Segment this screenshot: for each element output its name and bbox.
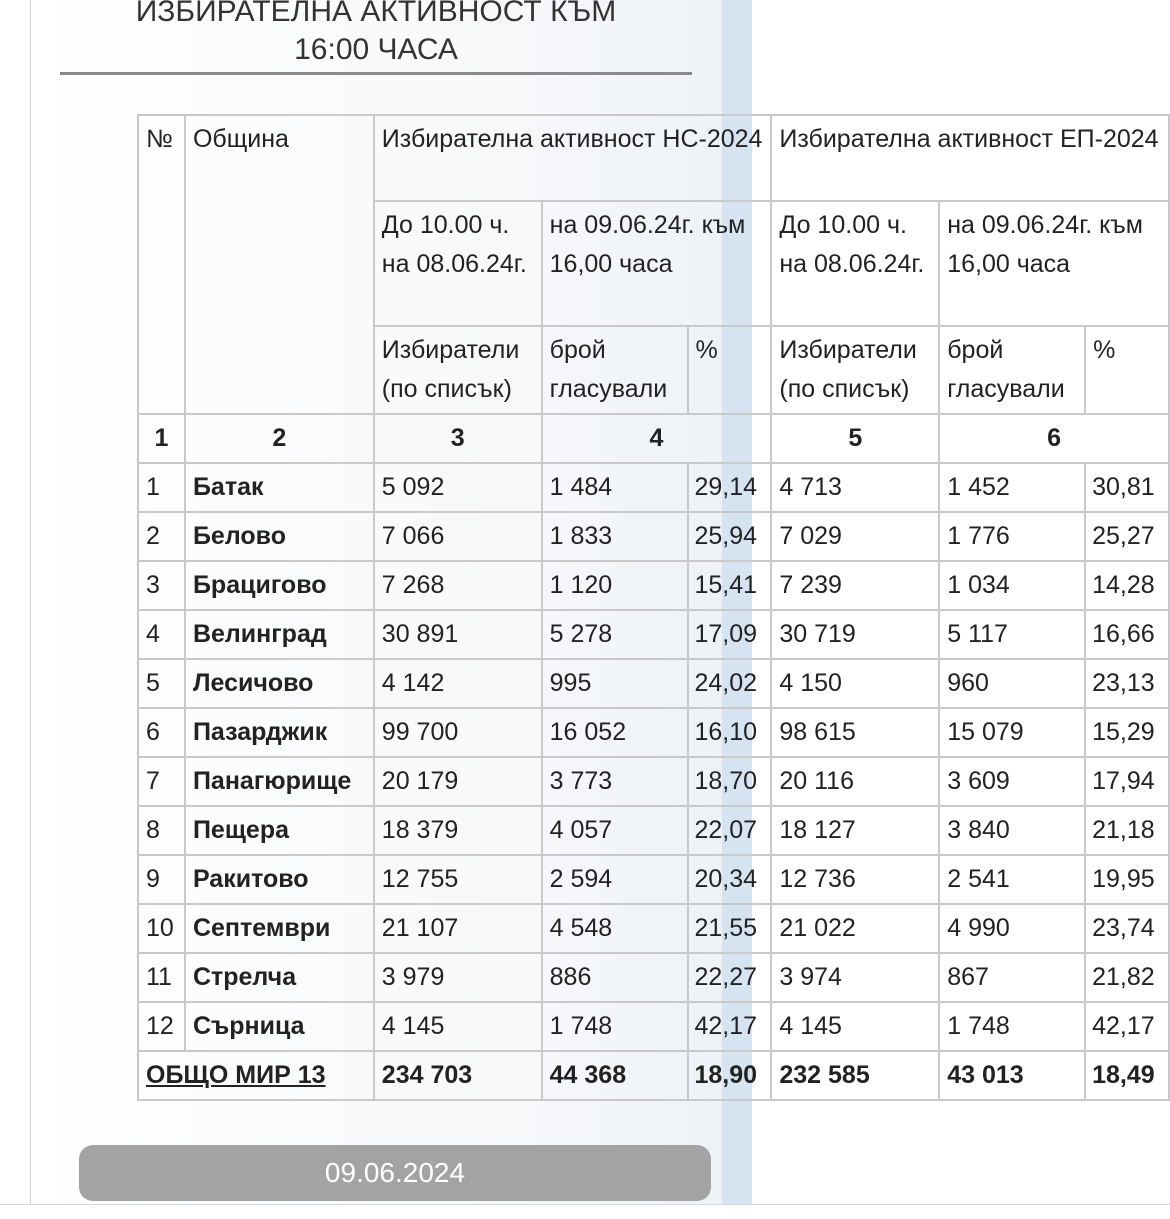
ns-pct: 22,07 <box>688 806 772 855</box>
ep-voted: 1 776 <box>939 512 1085 561</box>
colnum-1: 1 <box>138 414 185 463</box>
ns-pct: 20,34 <box>688 855 772 904</box>
header-ep-pct: % <box>1085 326 1169 414</box>
municipality-name: Белово <box>185 512 374 561</box>
municipality-name: Велинград <box>185 610 374 659</box>
ep-pct: 21,82 <box>1085 953 1169 1002</box>
table-row <box>138 953 1169 1002</box>
row-number: 3 <box>138 561 185 610</box>
table-row <box>138 904 1169 953</box>
ep-voters: 4 713 <box>771 463 939 512</box>
ns-voted: 1 120 <box>542 561 688 610</box>
ep-voted: 3 609 <box>939 757 1085 806</box>
row-number: 12 <box>138 1002 185 1051</box>
ns-pct: 21,55 <box>688 904 772 953</box>
ns-voters: 30 891 <box>374 610 542 659</box>
ns-voted: 1 484 <box>542 463 688 512</box>
municipality-name: Панагюрище <box>185 757 374 806</box>
total-ns-voted: 44 368 <box>542 1051 688 1100</box>
ns-voted: 1 833 <box>542 512 688 561</box>
ns-voters: 12 755 <box>374 855 542 904</box>
ns-pct: 29,14 <box>688 463 772 512</box>
table-row <box>138 659 1169 708</box>
ns-voters: 20 179 <box>374 757 542 806</box>
ns-pct: 15,41 <box>688 561 772 610</box>
page-bottom-edge <box>0 1204 1170 1219</box>
ep-voters: 4 145 <box>771 1002 939 1051</box>
ns-voters: 4 145 <box>374 1002 542 1051</box>
ep-voters: 7 029 <box>771 512 939 561</box>
ep-pct: 23,13 <box>1085 659 1169 708</box>
municipality-name: Пазарджик <box>185 708 374 757</box>
ep-pct: 14,28 <box>1085 561 1169 610</box>
ep-pct: 42,17 <box>1085 1002 1169 1051</box>
header-group-ep: Избирателна активност ЕП-2024 <box>771 115 1169 201</box>
header-group-ns: Избирателна активност НС-2024 <box>374 115 772 201</box>
ns-voted: 5 278 <box>542 610 688 659</box>
row-number: 11 <box>138 953 185 1002</box>
municipality-name: Брацигово <box>185 561 374 610</box>
colnum-5: 5 <box>771 414 939 463</box>
municipality-name: Сърница <box>185 1002 374 1051</box>
header-ns-voted: брой гласували <box>542 326 688 414</box>
header-num: № <box>138 115 185 414</box>
table-row <box>138 1002 1169 1051</box>
total-ep-pct: 18,49 <box>1085 1051 1169 1100</box>
row-number: 4 <box>138 610 185 659</box>
header-ns-voters: Избиратели (по списък) <box>374 326 542 414</box>
total-ep-voted: 43 013 <box>939 1051 1085 1100</box>
header-municipality: Община <box>185 115 374 414</box>
ns-voters: 99 700 <box>374 708 542 757</box>
municipality-name: Лесичово <box>185 659 374 708</box>
ep-voters: 7 239 <box>771 561 939 610</box>
ns-pct: 16,10 <box>688 708 772 757</box>
table-row <box>138 708 1169 757</box>
ep-voted: 1 748 <box>939 1002 1085 1051</box>
header-ep-sub-votes: на 09.06.24г. към 16,00 часа <box>939 201 1169 326</box>
ns-voters: 5 092 <box>374 463 542 512</box>
ns-voters: 7 066 <box>374 512 542 561</box>
colnum-3: 3 <box>374 414 542 463</box>
colnum-2: 2 <box>185 414 374 463</box>
ep-pct: 25,27 <box>1085 512 1169 561</box>
date-badge: 09.06.2024 <box>79 1145 711 1201</box>
ep-voted: 3 840 <box>939 806 1085 855</box>
ep-voters: 98 615 <box>771 708 939 757</box>
total-ep-voters: 232 585 <box>771 1051 939 1100</box>
ep-voters: 21 022 <box>771 904 939 953</box>
row-number: 9 <box>138 855 185 904</box>
ep-pct: 16,66 <box>1085 610 1169 659</box>
municipality-name: Пещера <box>185 806 374 855</box>
table-row <box>138 855 1169 904</box>
table-row <box>138 512 1169 561</box>
table-row <box>138 610 1169 659</box>
ep-pct: 23,74 <box>1085 904 1169 953</box>
ep-pct: 19,95 <box>1085 855 1169 904</box>
header-ns-sub-voters: До 10.00 ч. на 08.06.24г. <box>374 201 542 326</box>
row-number: 2 <box>138 512 185 561</box>
header-ns-sub-votes: на 09.06.24г. към 16,00 часа <box>542 201 772 326</box>
ns-voted: 3 773 <box>542 757 688 806</box>
ep-voted: 960 <box>939 659 1085 708</box>
row-number: 8 <box>138 806 185 855</box>
total-ns-voters: 234 703 <box>374 1051 542 1100</box>
ns-voters: 21 107 <box>374 904 542 953</box>
ns-pct: 18,70 <box>688 757 772 806</box>
ns-pct: 25,94 <box>688 512 772 561</box>
header-ep-sub-voters: До 10.00 ч. на 08.06.24г. <box>771 201 939 326</box>
turnout-table <box>137 114 1170 1101</box>
ns-pct: 17,09 <box>688 610 772 659</box>
ep-voters: 18 127 <box>771 806 939 855</box>
ep-voters: 3 974 <box>771 953 939 1002</box>
ns-voters: 4 142 <box>374 659 542 708</box>
ns-voters: 3 979 <box>374 953 542 1002</box>
ns-pct: 24,02 <box>688 659 772 708</box>
ep-voted: 2 541 <box>939 855 1085 904</box>
total-row <box>138 1051 1169 1100</box>
ns-pct: 42,17 <box>688 1002 772 1051</box>
title-line-1: ИЗБИРАТЕЛНА АКТИВНОСТ КЪМ <box>135 0 617 28</box>
ep-voters: 4 150 <box>771 659 939 708</box>
ep-voters: 20 116 <box>771 757 939 806</box>
header-ep-voters: Избиратели (по списък) <box>771 326 939 414</box>
header-ns-pct: % <box>688 326 772 414</box>
municipality-name: Септември <box>185 904 374 953</box>
ep-voted: 1 452 <box>939 463 1085 512</box>
ns-voted: 16 052 <box>542 708 688 757</box>
row-number: 6 <box>138 708 185 757</box>
municipality-name: Батак <box>185 463 374 512</box>
ns-pct: 22,27 <box>688 953 772 1002</box>
ep-voters: 12 736 <box>771 855 939 904</box>
table-row <box>138 561 1169 610</box>
title-line-2: 16:00 ЧАСА <box>294 33 458 66</box>
colnum-6: 6 <box>939 414 1169 463</box>
ns-voted: 886 <box>542 953 688 1002</box>
ep-pct: 15,29 <box>1085 708 1169 757</box>
total-ns-pct: 18,90 <box>688 1051 772 1100</box>
ep-pct: 17,94 <box>1085 757 1169 806</box>
row-number: 1 <box>138 463 185 512</box>
ns-voted: 2 594 <box>542 855 688 904</box>
ns-voted: 4 548 <box>542 904 688 953</box>
ep-voted: 5 117 <box>939 610 1085 659</box>
ep-voted: 1 034 <box>939 561 1085 610</box>
total-label: ОБЩО МИР 13 <box>138 1051 374 1100</box>
ns-voters: 18 379 <box>374 806 542 855</box>
ep-voted: 867 <box>939 953 1085 1002</box>
row-number: 10 <box>138 904 185 953</box>
ep-pct: 21,18 <box>1085 806 1169 855</box>
row-number: 5 <box>138 659 185 708</box>
row-number: 7 <box>138 757 185 806</box>
municipality-name: Стрелча <box>185 953 374 1002</box>
ns-voters: 7 268 <box>374 561 542 610</box>
ns-voted: 995 <box>542 659 688 708</box>
ns-voted: 4 057 <box>542 806 688 855</box>
ns-voted: 1 748 <box>542 1002 688 1051</box>
title-divider <box>60 72 692 75</box>
ep-voted: 4 990 <box>939 904 1085 953</box>
ep-pct: 30,81 <box>1085 463 1169 512</box>
table-row <box>138 757 1169 806</box>
colnum-4: 4 <box>542 414 772 463</box>
ep-voted: 15 079 <box>939 708 1085 757</box>
table-row <box>138 463 1169 512</box>
ep-voters: 30 719 <box>771 610 939 659</box>
header-ep-voted: брой гласували <box>939 326 1085 414</box>
municipality-name: Ракитово <box>185 855 374 904</box>
table-row <box>138 806 1169 855</box>
